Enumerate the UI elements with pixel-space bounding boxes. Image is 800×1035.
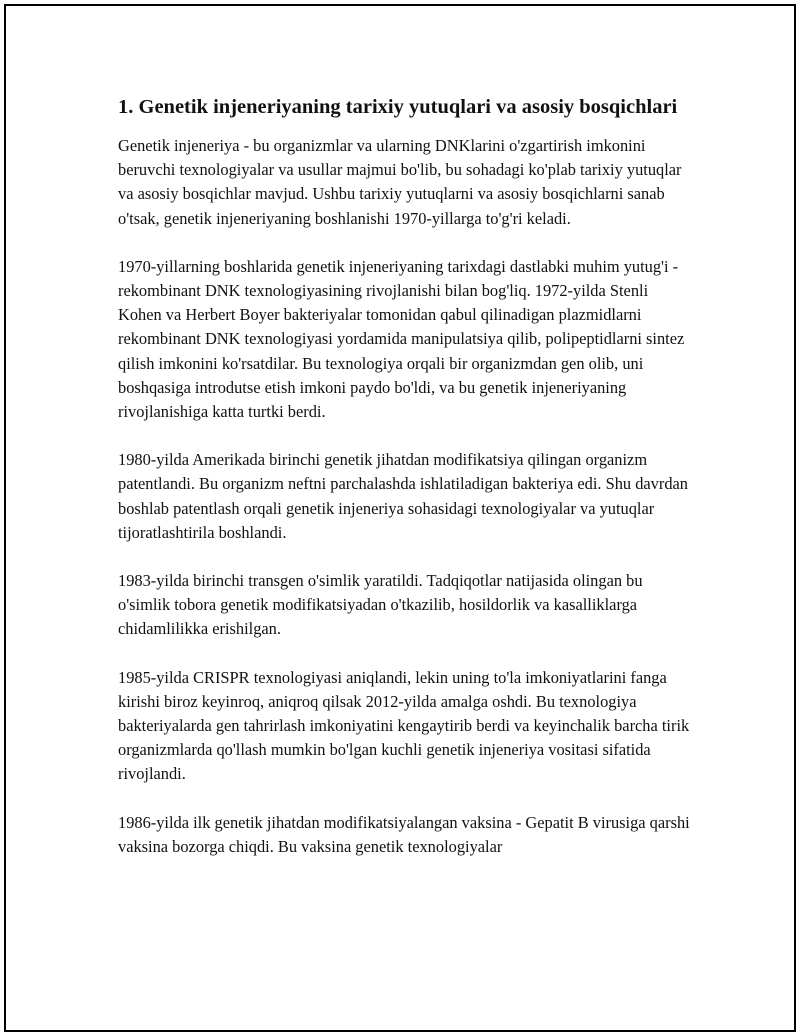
paragraph-1986: 1986-yilda ilk genetik jihatdan modifikatsiyalangan vaksina - Gepatit B virusiga qarshi vaksina bozorga chiqdi. Bu vaksina genetik texnologiyalar [118,812,690,856]
paragraph-1980: 1980-yilda Amerikada birinchi genetik jihatdan modifikatsiya qilingan organizm patentlandi. Bu organizm neftni parchalashda ishlatiladigan bakteriya edi. Shu davrdan boshlab patentlash orqali genetik injeneriya sohasidagi texnologiyalar va yutuqlar tijoratlashtirila boshlandi. [118,450,689,542]
paragraph-1970s: 1970-yillarning boshlarida genetik injeneriyaning tarixdagi dastlabki muhim yutug'i - rekombinant DNK texnologiyasining rivojlanishi bilan bog'liq. 1972-yilda Stenli Kohen va Herbert Boyer bakteriyalar tomonidan qabul qilinadigan plazmidlarni rekombinant DNK texnologiyasi yordamida manipulatsiya qilib, polipeptidlarni sintez qilish imkonini ko'rsatdilar. Bu texnologiya orqali bir organizmdan gen olib, uni boshqasiga introdutse etish imkoni paydo bo'ldi, va bu genetik injeneriyaning rivojlanishiga katta turtki berdi. [118,256,685,422]
paragraph-1985: 1985-yilda CRISPR texnologiyasi aniqlandi, lekin uning to'la imkoniyatlarini fanga kirishi biroz keyinroq, aniqroq qilsak 2012-yilda amalga oshdi. Bu texnologiya bakteriyalarda gen tahrirlash imkoniyatini kengaytirib berdi va keyinchalik barcha tirik organizmlarda qo'llash mumkin bo'lgan kuchli genetik injeneriya vositasi sifatida rivojlandi. [118,667,690,784]
paragraph-1983: 1983-yilda birinchi transgen o'simlik yaratildi. Tadqiqotlar natijasida olingan bu o'simlik tobora genetik modifikatsiyadan o'tkazilib, hosildorlik va kasalliklarga chidamlilikka erishilgan. [118,571,643,639]
document-body [118,93,690,883]
paragraph-intro: Genetik injeneriya - bu organizmlar va ularning DNKlarini o'zgartirish imkonini beruvchi texnologiyalar va usullar majmui bo'lib, bu sohadagi ko'plab tarixiy yutuqlar va asosiy bosqichlar mavjud. Ushbu tarixiy yutuqlarni va asosiy bosqichlarni sanab o'tsak, genetik injeneriyaning boshlanishi 1970-yillarga to'g'ri keladi. [118,136,682,228]
section-heading: 1. Genetik injeneriyaning tarixiy yutuqlari va asosiy bosqichlari [118,96,678,118]
